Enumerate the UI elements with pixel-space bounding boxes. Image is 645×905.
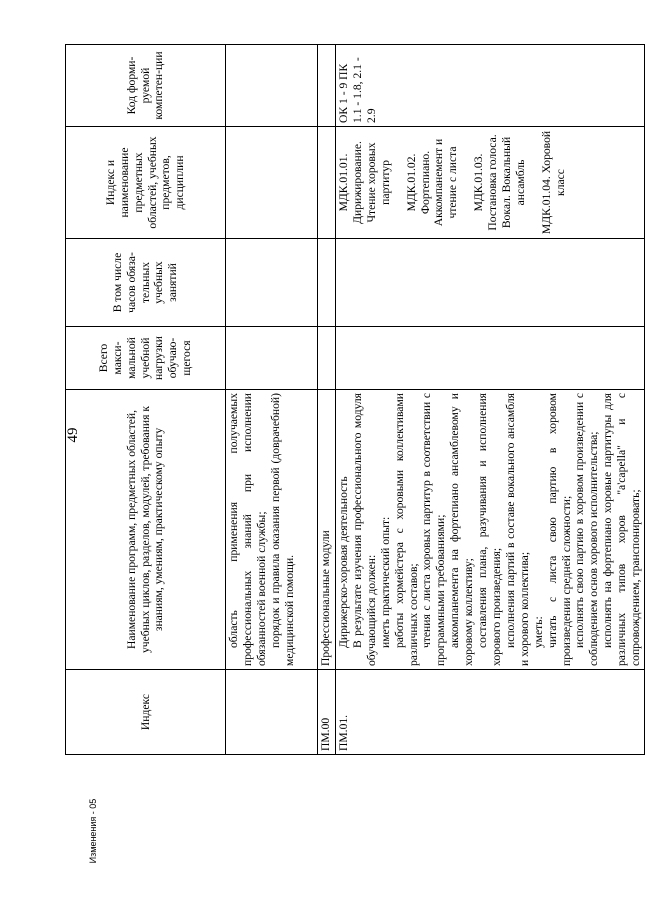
desc-line: чтения с листа хоровых партитур в соответствии с программными требованиями;: [420, 393, 448, 666]
desc-line: уметь:: [531, 616, 545, 648]
desc-line: исполнять на фортепиано хоровые партитуры для различных типов хоров "a'capella" и с сопровождением, транспонировать;: [601, 393, 643, 666]
page-number: 49: [65, 427, 81, 443]
desc-line: порядок и правила оказания первой (доврачебной) медицинской помощи.: [268, 393, 296, 666]
curriculum-table: [65, 44, 645, 755]
desc-line: аккомпанемента на фортепиано ансамблевому и хоровому коллективу;: [448, 393, 476, 666]
desc-line: читать с листа свою партию в хоровом произведении средней сложности;: [545, 393, 573, 666]
table-row: [318, 45, 336, 755]
cell-empty: [318, 239, 336, 327]
cell-index-pm01: ПМ.01.: [336, 670, 645, 755]
footer-revision-note: Изменения - 05: [88, 798, 98, 864]
desc-line: иметь практический опыт:: [378, 516, 392, 648]
desc-line: В результате изучения профессионального модуля обучающийся должен:: [350, 393, 378, 666]
rotated-table-container: [65, 45, 643, 755]
mdk-item: МДК.01.02. Фортепиано. Аккомпанемент и чтение с листа: [404, 138, 460, 227]
desc-line: Дирижерско-хоровая деятельность: [337, 476, 350, 648]
desc-line: исполнения партий в составе вокального ансамбля и хорового коллектива;: [503, 393, 531, 666]
cell-mdk-list: [336, 127, 645, 239]
cell-empty: [318, 45, 336, 127]
desc-line: составления плана, разучивания и исполнения хорового произведения;: [476, 393, 503, 666]
cell-empty: [336, 239, 645, 327]
cell-empty: [318, 127, 336, 239]
cell-empty: [226, 327, 318, 390]
header-mandatory-hours: В том числе часов обяза-тельных учебных занятий: [66, 239, 226, 327]
cell-empty: [226, 45, 318, 127]
desc-line: исполнять свою партию в хоровом произведении с соблюдением основ хорового исполнительства;: [573, 393, 601, 666]
mdk-item: МДК.01.04. Хоровой класс: [539, 130, 567, 235]
cell-pm00-title: Профессиональные модули: [318, 390, 336, 670]
cell-competence-codes: ОК 1 - 9 ПК 1.1 - 1.8, 2.1 - 2.9: [336, 45, 645, 127]
table-row: [226, 45, 318, 755]
header-competence-code: Код форми-руемой компетен-ции: [66, 45, 226, 127]
cell-empty: [226, 127, 318, 239]
cell-empty: [226, 239, 318, 327]
cell-empty: [336, 327, 645, 390]
cell-empty: [318, 327, 336, 390]
mdk-item: МДК.01.01. Дирижирование. Чтение хоровых партитур: [337, 141, 392, 224]
cell-index-pm00: ПМ.00: [318, 670, 336, 755]
header-max-load: Всего макси-мальной учебной нагрузки обучаю-щегося: [66, 327, 226, 390]
header-subject-index: Индекс и наименование предметных областей, учебных предметов, дисциплин: [66, 127, 226, 239]
desc-line: работы хормейстера с хоровыми коллективами различных составов;: [392, 393, 420, 666]
cell-pm01-description: [336, 390, 645, 670]
table-row: [336, 45, 645, 755]
header-name: Наименование программ, предметных областей, учебных циклов, разделов, модулей, требования к знаниям, умениям, практическому опыту: [66, 390, 226, 670]
header-index: Индекс: [66, 670, 226, 755]
cell-description: [226, 390, 318, 670]
table-header-row: [66, 45, 226, 755]
mdk-item: МДК.01.03. Постановка голоса. Вокал. Вокальный ансамбль: [472, 134, 527, 231]
desc-line: область применения получаемых профессиональных знаний при исполнении обязанностей военной службы;: [227, 393, 268, 666]
cell-index: [226, 670, 318, 755]
